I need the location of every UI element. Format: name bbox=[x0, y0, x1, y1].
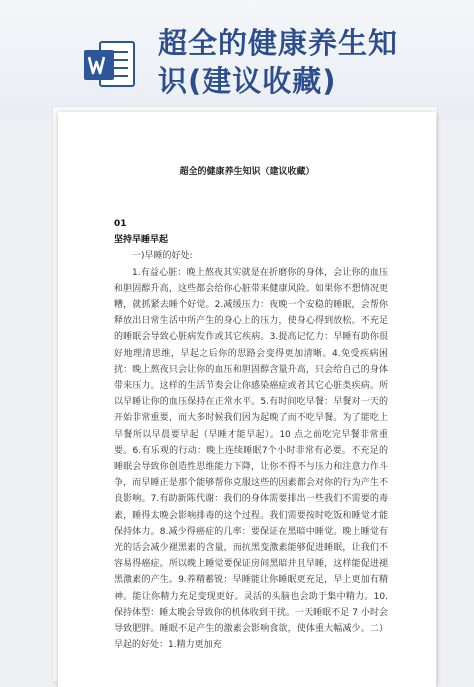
word-icon bbox=[82, 36, 138, 92]
banner bbox=[0, 0, 474, 120]
section-number: 01 bbox=[114, 219, 127, 229]
body-paragraph: 1.有益心脏：晚上熬夜其实就是在折磨你的身体，会让你的血压和胆固醇升高，这些都会给你心脏带来健康风险。如果你不想情况更糟，就抓紧去睡个好觉。2.减缓压力：夜晚一个安稳的睡眠，会帮你释放出日常生活中所产生的身心上的压力，使身心得到放松。不充足的睡眠会导致心脏病发作或其它疾病。3.提高记忆力：早睡有助你很好地理清思维，早起之后你的思路会变得更加清晰。4.免受疾病困扰：晚上熬夜只会让你的血压和胆固醇含量升高，只会给自己的身体带来压力。这样的生活节奏会让你感染癌症或者其它心脏类疾病。所以早睡让你的血压保持在正常水平。5.有时间吃早餐：早餐对一天的开始非常重要，而大多时候我们因为起晚了而不吃早餐。为了能吃上早餐所以早晨要早起（早睡才能早起）。10 点之前吃完早餐非常重要。6.有乐观的行动：晚上连续睡眠7个小时非常有必要。不充足的睡眠会导致你创造性思维能力下降，让你不得不与压力和注意力作斗争，而早睡正是那个能够帮你克服这些的因素都会对你的行为产生不良影响。7.有助新陈代谢：我们的身体需要排出一些我们不需要的毒素，睡得太晚会影响排毒的这个过程。我们需要按时吃饭和睡觉才能保持体力。8.减少得癌症的几率：要保证在黑暗中睡觉。晚上睡觉有光的话会减少褪黑素的含量，而抗黑变激素能够促进睡眠，让我们不容易得癌症。所以晚上睡觉要保证房间黑暗并且早睡，这样能促进褪黑激素的产生。9.养精蓄锐：早睡能让你睡眠更充足，早上更加有精神。能让你精力充足变现更好。灵活的头脑也会助于集中精力。10.保持体型：睡太晚会导致你的机体收到干扰。一天睡眠不足 7 小时会导致肥胖。睡眠不足产生的激素会影响食欲，使体重大幅减少。二）早起的好处：1.精力更加充 bbox=[114, 267, 388, 651]
document-page bbox=[58, 112, 436, 687]
section-title: 坚持早睡早起 bbox=[114, 235, 169, 246]
sub-title: 一)早睡的好处: bbox=[132, 251, 193, 262]
banner-title: 超全的健康养生知 识(建议收藏) bbox=[158, 26, 399, 98]
document-title: 超全的健康养生知识（建议收藏） bbox=[179, 167, 315, 177]
document-body bbox=[114, 216, 388, 653]
